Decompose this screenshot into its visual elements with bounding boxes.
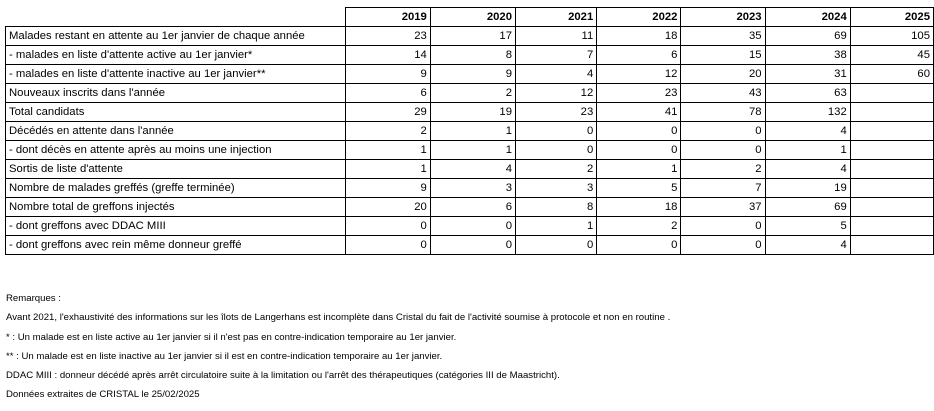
remark-line: ** : Un malade est en liste inactive au 1er janvier si il est en contre-indication temporaire au 1er janvier. (6, 350, 443, 362)
value-cell: 69 (765, 198, 850, 217)
value-cell (850, 84, 933, 103)
value-cell (850, 160, 933, 179)
value-cell: 0 (681, 122, 765, 141)
value-cell: 0 (681, 217, 765, 236)
value-cell: 19 (765, 179, 850, 198)
table-row (6, 103, 934, 122)
value-cell: 78 (681, 103, 765, 122)
year-header: 2023 (681, 8, 765, 27)
value-cell: 5 (765, 217, 850, 236)
table-row (6, 122, 934, 141)
remark-line: Données extraites de CRISTAL le 25/02/2025 (6, 389, 200, 401)
year-header: 2024 (765, 8, 850, 27)
table-row (6, 84, 934, 103)
header-row (6, 8, 934, 27)
value-cell: 20 (681, 65, 765, 84)
value-cell (850, 103, 933, 122)
row-label: Nombre de malades greffés (greffe terminée) (6, 179, 346, 198)
value-cell: 4 (430, 160, 515, 179)
value-cell: 63 (765, 84, 850, 103)
value-cell: 2 (681, 160, 765, 179)
value-cell: 23 (345, 27, 430, 46)
value-cell: 18 (597, 27, 681, 46)
value-cell: 31 (765, 65, 850, 84)
table-row (6, 160, 934, 179)
remarks-section (6, 289, 670, 405)
value-cell: 12 (597, 65, 681, 84)
value-cell: 2 (345, 122, 430, 141)
value-cell: 1 (515, 217, 596, 236)
row-label: Décédés en attente dans l'année (6, 122, 346, 141)
value-cell: 2 (515, 160, 596, 179)
value-cell: 60 (850, 65, 933, 84)
row-label: Nombre total de greffons injectés (6, 198, 346, 217)
value-cell: 2 (597, 217, 681, 236)
value-cell: 1 (765, 141, 850, 160)
value-cell: 0 (430, 236, 515, 255)
value-cell: 3 (515, 179, 596, 198)
value-cell: 8 (515, 198, 596, 217)
value-cell (850, 141, 933, 160)
value-cell: 29 (345, 103, 430, 122)
value-cell: 6 (597, 46, 681, 65)
value-cell: 9 (345, 65, 430, 84)
row-label: Total candidats (6, 103, 346, 122)
table-row (6, 217, 934, 236)
row-label: - dont greffons avec DDAC MIII (6, 217, 346, 236)
year-header: 2021 (515, 8, 596, 27)
value-cell (850, 217, 933, 236)
value-cell: 1 (345, 141, 430, 160)
value-cell: 0 (345, 236, 430, 255)
row-label: - dont greffons avec rein même donneur greffé (6, 236, 346, 255)
value-cell: 17 (430, 27, 515, 46)
value-cell: 41 (597, 103, 681, 122)
value-cell (850, 122, 933, 141)
value-cell: 35 (681, 27, 765, 46)
value-cell: 38 (765, 46, 850, 65)
value-cell: 14 (345, 46, 430, 65)
remarks-heading: Remarques : (6, 293, 61, 304)
waiting-list-table (5, 7, 934, 255)
value-cell: 23 (597, 84, 681, 103)
value-cell: 18 (597, 198, 681, 217)
year-header: 2020 (430, 8, 515, 27)
value-cell: 0 (345, 217, 430, 236)
value-cell (850, 198, 933, 217)
value-cell: 19 (430, 103, 515, 122)
value-cell: 4 (765, 160, 850, 179)
value-cell: 0 (597, 122, 681, 141)
value-cell: 9 (430, 65, 515, 84)
row-label: Malades restant en attente au 1er janvier de chaque année (6, 27, 346, 46)
value-cell: 0 (515, 236, 596, 255)
row-label: Sortis de liste d'attente (6, 160, 346, 179)
value-cell: 15 (681, 46, 765, 65)
value-cell: 1 (430, 122, 515, 141)
year-header: 2019 (345, 8, 430, 27)
row-label: - dont décès en attente après au moins une injection (6, 141, 346, 160)
value-cell: 0 (430, 217, 515, 236)
value-cell: 5 (597, 179, 681, 198)
value-cell (850, 179, 933, 198)
value-cell: 0 (515, 122, 596, 141)
table-row (6, 65, 934, 84)
value-cell: 0 (681, 141, 765, 160)
table-row (6, 27, 934, 46)
table-row (6, 141, 934, 160)
remark-line: Avant 2021, l'exhaustivité des informations sur les îlots de Langerhans est incomplète dans Cristal du fait de l'activité soumise à protocole et non en routine . (6, 312, 671, 324)
value-cell: 1 (430, 141, 515, 160)
value-cell: 7 (681, 179, 765, 198)
value-cell: 6 (430, 198, 515, 217)
year-header: 2025 (850, 8, 933, 27)
year-header: 2022 (597, 8, 681, 27)
value-cell: 1 (597, 160, 681, 179)
value-cell: 3 (430, 179, 515, 198)
value-cell: 0 (597, 141, 681, 160)
value-cell: 2 (430, 84, 515, 103)
value-cell (850, 236, 933, 255)
value-cell: 11 (515, 27, 596, 46)
value-cell: 45 (850, 46, 933, 65)
value-cell: 105 (850, 27, 933, 46)
value-cell: 0 (597, 236, 681, 255)
value-cell: 4 (515, 65, 596, 84)
value-cell: 12 (515, 84, 596, 103)
value-cell: 0 (681, 236, 765, 255)
remark-line: DDAC MIII : donneur décédé après arrêt circulatoire suite à la limitation ou l'arrêt des thérapeutiques (catégories III de Maastricht). (6, 370, 560, 382)
remark-line: * : Un malade est en liste active au 1er janvier si il n'est pas en contre-indication temporaire au 1er janvier. (6, 331, 457, 343)
value-cell: 0 (515, 141, 596, 160)
table-row (6, 236, 934, 255)
value-cell: 37 (681, 198, 765, 217)
value-cell: 6 (345, 84, 430, 103)
value-cell: 20 (345, 198, 430, 217)
value-cell: 4 (765, 122, 850, 141)
value-cell: 43 (681, 84, 765, 103)
row-label: - malades en liste d'attente active au 1er janvier* (6, 46, 346, 65)
value-cell: 4 (765, 236, 850, 255)
row-label: - malades en liste d'attente inactive au 1er janvier** (6, 65, 346, 84)
value-cell: 132 (765, 103, 850, 122)
value-cell: 69 (765, 27, 850, 46)
table-row (6, 179, 934, 198)
value-cell: 9 (345, 179, 430, 198)
value-cell: 23 (515, 103, 596, 122)
row-label: Nouveaux inscrits dans l'année (6, 84, 346, 103)
value-cell: 8 (430, 46, 515, 65)
table-row (6, 46, 934, 65)
table-row (6, 198, 934, 217)
header-corner (6, 8, 346, 27)
value-cell: 7 (515, 46, 596, 65)
value-cell: 1 (345, 160, 430, 179)
